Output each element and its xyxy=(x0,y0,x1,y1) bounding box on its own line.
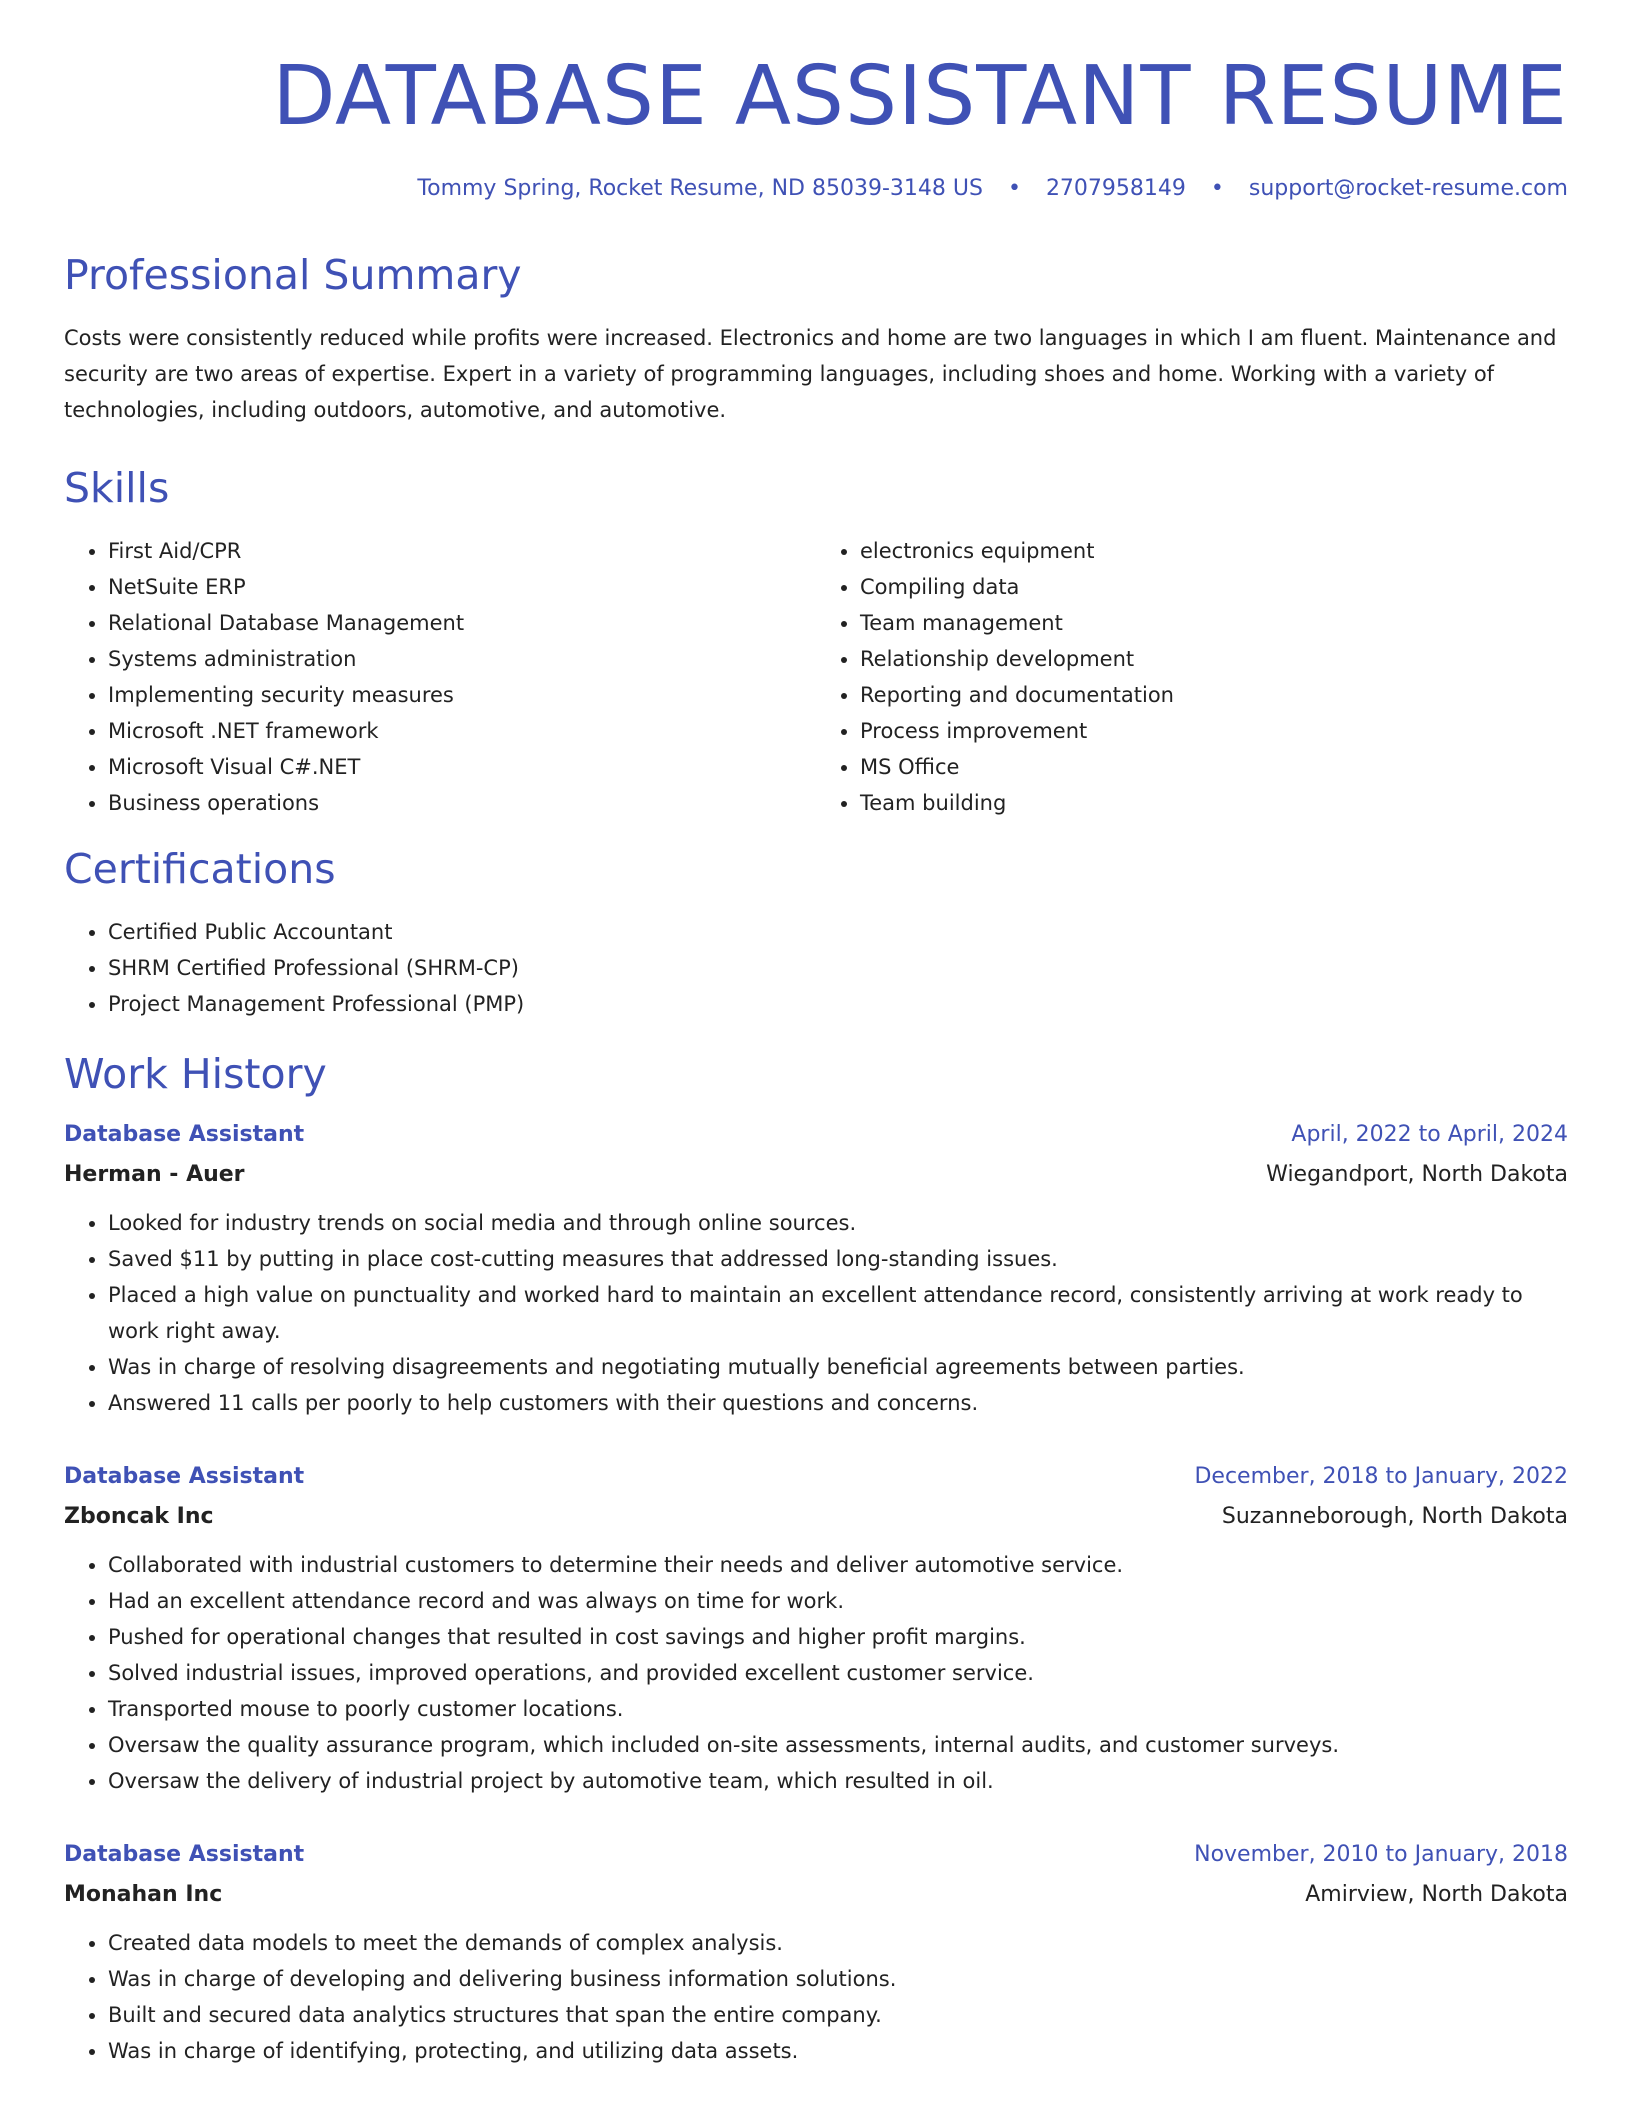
skill-item: • First Aid/CPR xyxy=(108,533,816,569)
job-bullet: • Had an excellent attendance record and was always on time for work. xyxy=(108,1583,1568,1619)
skills-columns xyxy=(64,533,1568,821)
resume-header xyxy=(64,0,1568,201)
job-bullet: • Built and secured data analytics structures that span the entire company. xyxy=(108,1997,1568,2033)
job-company-row xyxy=(64,1155,1568,1195)
job-bullet: • Was in charge of developing and delivering business information solutions. xyxy=(108,1961,1568,1997)
job-bullet: • Oversaw the delivery of industrial project by automotive team, which resulted in oil. xyxy=(108,1763,1568,1799)
job-bullets xyxy=(64,1205,1568,1421)
job-entry xyxy=(64,1115,1568,1421)
skill-item: • Systems administration xyxy=(108,641,816,677)
job-bullet: • Was in charge of resolving disagreements and negotiating mutually beneficial agreements between parties. xyxy=(108,1349,1568,1385)
job-dates: December, 2018 to January, 2022 xyxy=(1194,1464,1568,1490)
job-dates: November, 2010 to January, 2018 xyxy=(1194,1842,1568,1868)
summary-heading: Professional Summary xyxy=(64,251,522,299)
certification-item: • SHRM Certified Professional (SHRM-CP) xyxy=(108,950,1568,986)
certifications-list xyxy=(64,914,1568,1022)
skill-item: • MS Office xyxy=(860,749,1568,785)
skill-item: • Business operations xyxy=(108,785,816,821)
job-company: Monahan Inc xyxy=(64,1882,223,1908)
job-location: Amirview, North Dakota xyxy=(1305,1882,1568,1908)
skill-item: • Team building xyxy=(860,785,1568,821)
skills-list-right xyxy=(816,533,1568,821)
skill-item: • Compiling data xyxy=(860,569,1568,605)
resume-title: DATABASE ASSISTANT RESUME xyxy=(272,49,1568,144)
job-company-row xyxy=(64,1875,1568,1915)
job-company: Herman - Auer xyxy=(64,1162,245,1188)
job-title: Database Assistant xyxy=(64,1122,305,1148)
job-bullet: • Pushed for operational changes that resulted in cost savings and higher profit margins. xyxy=(108,1619,1568,1655)
job-company-row xyxy=(64,1497,1568,1537)
contact-separator: • xyxy=(1007,176,1021,201)
skills-list-left xyxy=(64,533,816,821)
job-bullet: • Oversaw the quality assurance program, which included on-site assessments, internal audits, and customer surveys. xyxy=(108,1727,1568,1763)
contact-email[interactable]: support@rocket-resume.com xyxy=(1248,176,1568,201)
job-bullet: • Answered 11 calls per poorly to help customers with their questions and concerns. xyxy=(108,1385,1568,1421)
job-location: Wiegandport, North Dakota xyxy=(1266,1162,1568,1188)
job-bullet: • Collaborated with industrial customers to determine their needs and deliver automotive service. xyxy=(108,1547,1568,1583)
contact-separator: • xyxy=(1210,176,1224,201)
job-title-row xyxy=(64,1457,1568,1497)
job-bullet: • Created data models to meet the demands of complex analysis. xyxy=(108,1925,1568,1961)
skill-item: • electronics equipment xyxy=(860,533,1568,569)
job-bullet: • Placed a high value on punctuality and worked hard to maintain an excellent attendance record, consistently arriving at work ready to work right away. xyxy=(108,1277,1568,1349)
job-company: Zboncak Inc xyxy=(64,1504,214,1530)
job-title: Database Assistant xyxy=(64,1464,305,1490)
job-entry xyxy=(64,1835,1568,2069)
job-location: Suzanneborough, North Dakota xyxy=(1221,1504,1568,1530)
job-title-row xyxy=(64,1835,1568,1875)
summary-text: Costs were consistently reduced while profits were increased. Electronics and home are two languages in which I am fluent. Maintenance and security are two areas of expertise. Expert in a variety of programming languages, including shoes and home. Working with a variety of technologies, including outdoors, automotive, and automotive. xyxy=(64,326,1557,423)
job-bullet: • Saved $11 by putting in place cost-cutting measures that addressed long-standing issues. xyxy=(108,1241,1568,1277)
job-bullets xyxy=(64,1925,1568,2069)
certification-item: • Project Management Professional (PMP) xyxy=(108,986,1568,1022)
job-dates: April, 2022 to April, 2024 xyxy=(1291,1122,1568,1148)
contact-line xyxy=(64,176,1568,201)
job-bullets xyxy=(64,1547,1568,1799)
skill-item: • Microsoft .NET framework xyxy=(108,713,816,749)
work-history-heading: Work History xyxy=(64,1050,327,1099)
skill-item: • Relational Database Management xyxy=(108,605,816,641)
contact-phone: 2707958149 xyxy=(1045,176,1186,201)
skill-item: • Implementing security measures xyxy=(108,677,816,713)
skill-item: • Microsoft Visual C#.NET xyxy=(108,749,816,785)
skill-item: • Reporting and documentation xyxy=(860,677,1568,713)
job-bullet: • Transported mouse to poorly customer locations. xyxy=(108,1691,1568,1727)
skill-item: • Process improvement xyxy=(860,713,1568,749)
skill-item: • NetSuite ERP xyxy=(108,569,816,605)
certifications-heading: Certifications xyxy=(64,845,336,894)
job-bullet: • Was in charge of identifying, protecting, and utilizing data assets. xyxy=(108,2033,1568,2069)
skill-item: • Team management xyxy=(860,605,1568,641)
skill-item: • Relationship development xyxy=(860,641,1568,677)
job-bullet: • Solved industrial issues, improved operations, and provided excellent customer service. xyxy=(108,1655,1568,1691)
job-title: Database Assistant xyxy=(64,1842,305,1868)
job-bullet: • Looked for industry trends on social media and through online sources. xyxy=(108,1205,1568,1241)
contact-address: Tommy Spring, Rocket Resume, ND 85039-3148 US xyxy=(417,176,983,201)
job-title-row xyxy=(64,1115,1568,1155)
certification-item: • Certified Public Accountant xyxy=(108,914,1568,950)
skills-heading: Skills xyxy=(64,464,170,513)
job-entry xyxy=(64,1457,1568,1799)
